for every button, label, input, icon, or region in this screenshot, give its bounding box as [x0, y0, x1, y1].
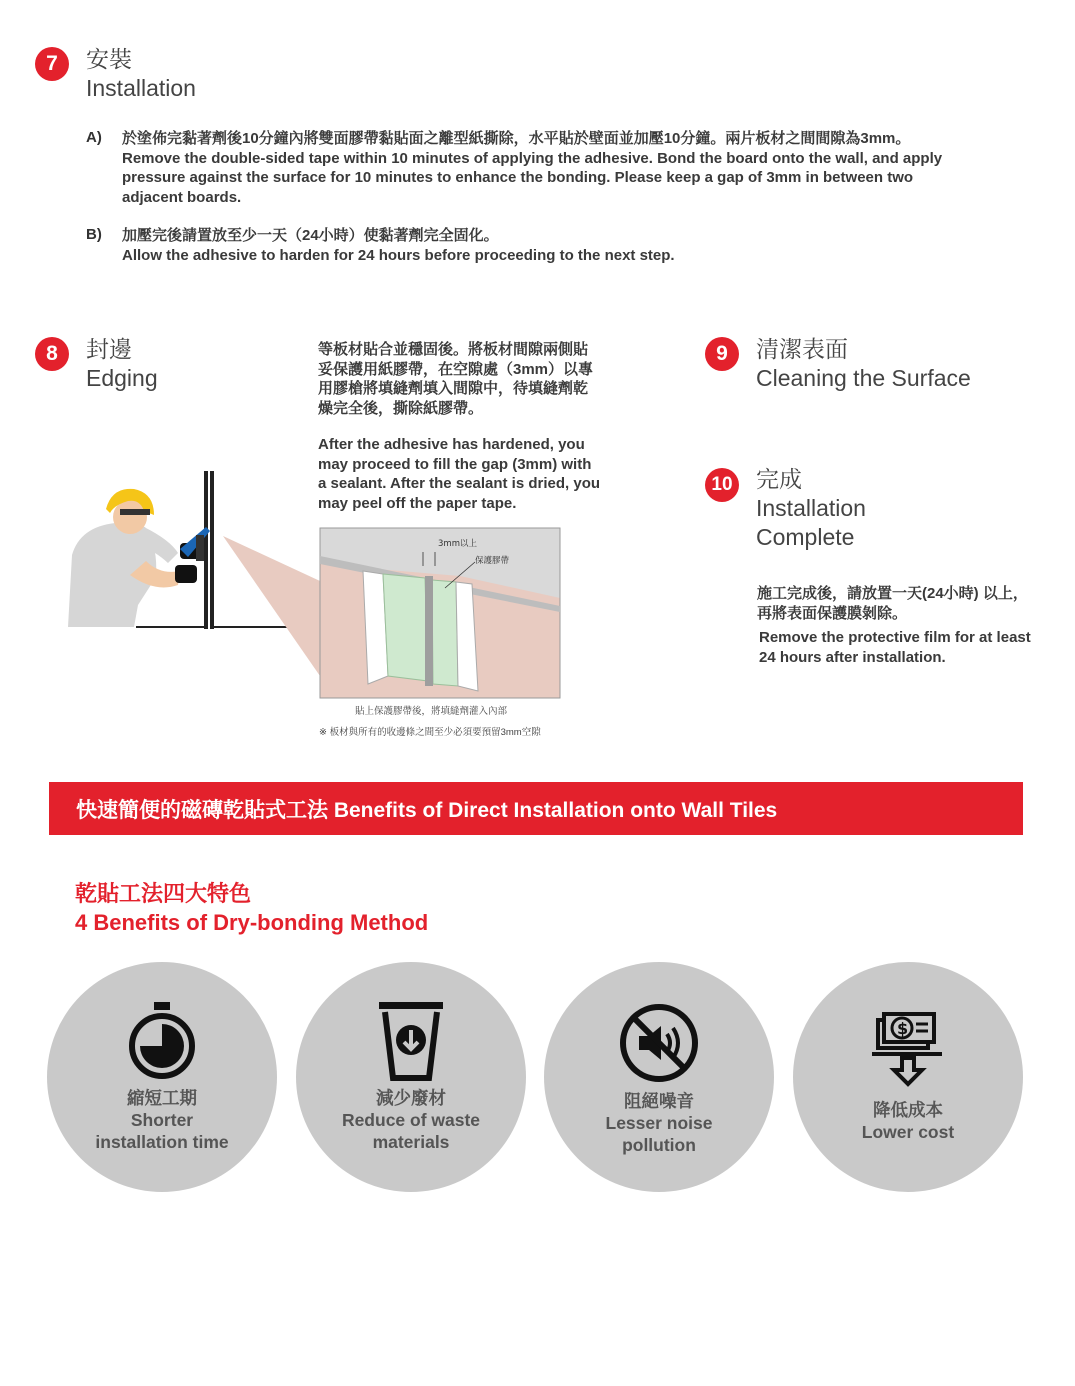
benefit-lower-cost: $ 降低成本 Lower cost — [793, 962, 1023, 1192]
step-7-item-b-text: 加壓完後請置放至少一天（24小時）使黏著劑完全固化。 Allow the adhesive to harden for 24 hours before proceeding to the next step. — [122, 227, 675, 264]
step-9-badge: 9 — [705, 337, 739, 371]
benefit-reduce-waste: 減少廢材 Reduce of waste materials — [296, 962, 526, 1192]
step-10-title-en: Installation Complete — [756, 495, 866, 550]
benefit-lesser-noise: 阻絕噪音 Lesser noise pollution — [544, 962, 774, 1192]
step-9-title-zh: 清潔表面 — [756, 336, 848, 362]
benefits-banner: 快速簡便的磁磚乾貼式工法 Benefits of Direct Installation onto Wall Tiles — [49, 782, 1023, 835]
step-8-text-en: After the adhesive has hardened, you may proceed to fill the gap (3mm) with a sealant. After the sealant is dried, you may peel off the paper tape. — [318, 436, 601, 512]
step-7-title-en: Installation — [86, 75, 196, 101]
step-7-item-a-text: 於塗佈完黏著劑後10分鐘內將雙面膠帶黏貼面之離型紙撕除，水平貼於壁面並加壓10分鐘。兩片板材之間間隙為3mm。 Remove the double-sided tape within 10 minutes of applying the adhesive. Bond the board onto the wall, and apply pressure against the surface for 10 minutes to enhance the bonding. Please keep a gap of 3mm in between two adjacent boards. — [122, 130, 943, 206]
tape-label: 保護膠帶 — [475, 556, 510, 566]
benefits-heading: 乾貼工法四大特色 4 Benefits of Dry-bonding Method — [75, 881, 429, 935]
gap-label: 3mm以上 — [438, 539, 477, 549]
step-9-title-en: Cleaning the Surface — [756, 365, 971, 391]
step-8-badge: 8 — [35, 337, 69, 371]
benefit-shorter-time: 縮短工期 Shorter installation time — [47, 962, 277, 1192]
diagram-caption-2: ※ 板材與所有的收邊條之間至少必須要預留3mm空隙 — [319, 727, 541, 738]
step-10-text-en: Remove the protective film for at least 24 hours after installation. — [759, 629, 1031, 666]
step-7-badge: 7 — [35, 47, 69, 81]
diagram-caption-1: 貼上保護膠帶後，將填縫劑灌入內部 — [355, 706, 508, 717]
step-7-title-zh: 安裝 — [86, 46, 132, 72]
step-7-item-a-label: A) — [86, 129, 102, 146]
trash-bin-icon — [361, 998, 461, 1088]
step-10-badge: 10 — [705, 468, 739, 502]
lower-cost-icon — [858, 998, 958, 1088]
svg-text:$: $ — [897, 1019, 909, 1038]
step-10-text-zh: 施工完成後，請放置一天(24小時) 以上， 再將表面保護膜剝除。 — [757, 585, 1028, 622]
no-noise-icon — [609, 998, 709, 1088]
step-8-title-en: Edging — [86, 365, 158, 391]
step-8-text-zh: 等板材貼合並穩固後。將板材間隙兩側貼 妥保護用紙膠帶，在空隙處（3mm）以專 用膠槍將填縫劑填入間隙中，待填縫劑乾 燥完全後，撕除紙膠帶。 — [318, 341, 594, 417]
sealant-gap-diagram — [220, 526, 565, 701]
step-10-title-zh: 完成 — [756, 466, 802, 492]
step-8-title-zh: 封邊 — [86, 336, 132, 362]
step-7-item-b-label: B) — [86, 226, 102, 243]
stopwatch-icon — [112, 998, 212, 1088]
